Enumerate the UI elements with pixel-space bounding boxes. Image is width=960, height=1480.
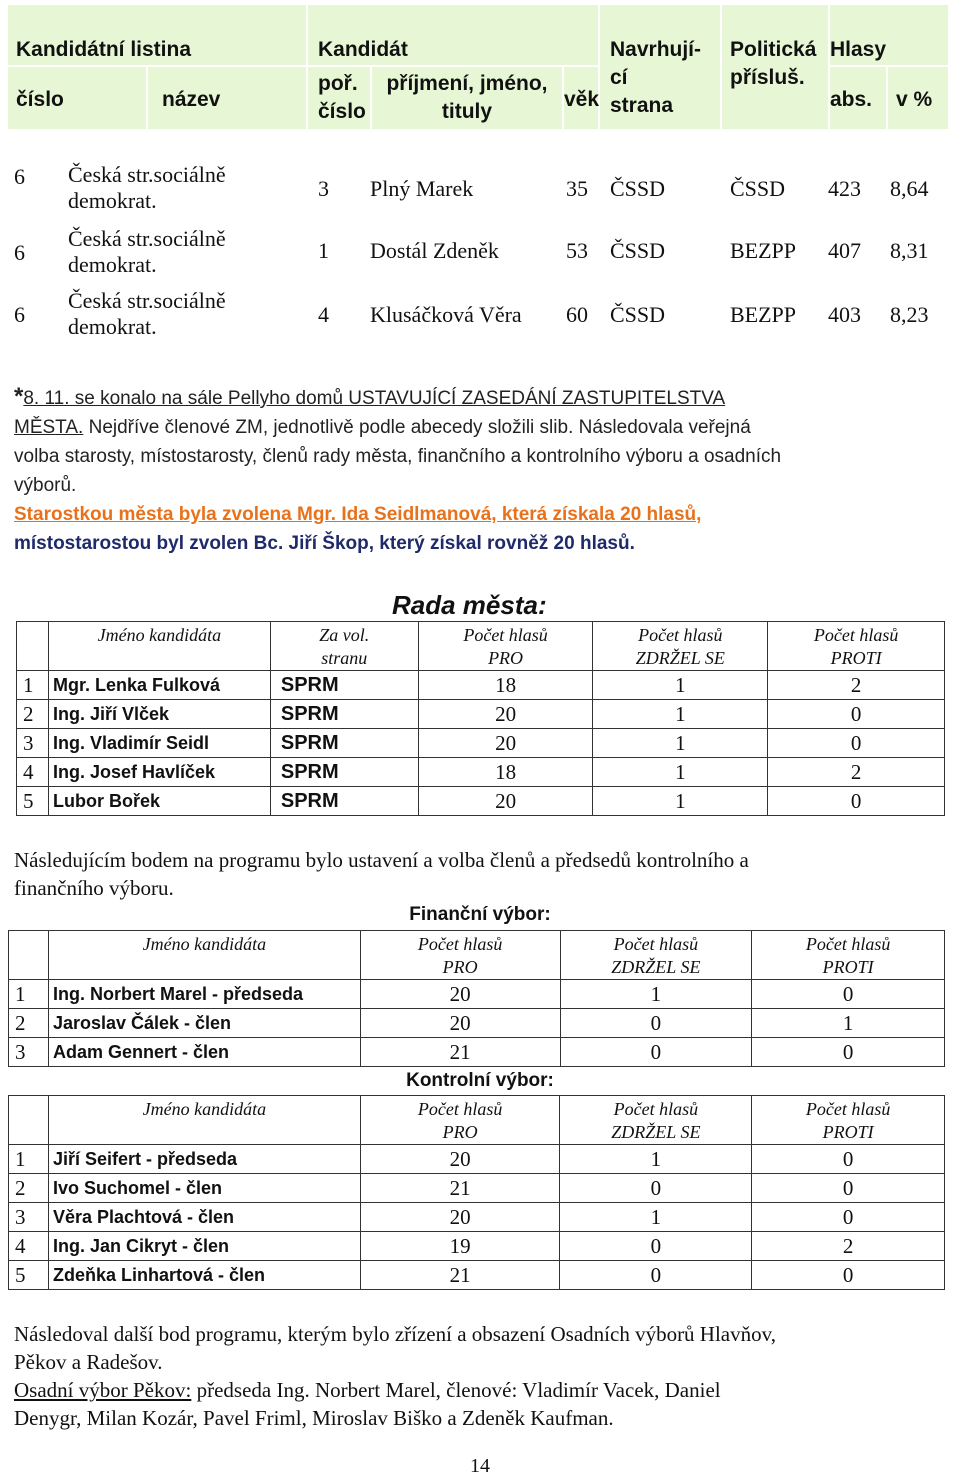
rada-header-index bbox=[17, 622, 49, 671]
row-abstain: 1 bbox=[560, 1203, 752, 1232]
header-nominating-1: Navrhují- bbox=[610, 38, 702, 61]
kontrolni-header-name-text: Jméno kandidáta bbox=[142, 1099, 267, 1119]
row-abstain: 1 bbox=[560, 1145, 752, 1174]
osadni-vybor-members: předseda Ing. Norbert Marel, členové: Vladimír Vacek, Daniel bbox=[191, 1378, 721, 1402]
row-party: SPRM bbox=[270, 758, 418, 787]
rada-header-party-2: stranu bbox=[321, 648, 368, 668]
row-pro: 21 bbox=[360, 1174, 560, 1203]
row-political: BEZPP bbox=[730, 302, 797, 327]
row-index: 2 bbox=[17, 700, 49, 729]
row-nominating: ČSSD bbox=[610, 176, 666, 201]
row-age: 60 bbox=[566, 302, 588, 327]
kontrolni-header-abstain bbox=[560, 1096, 752, 1145]
row-name: Adam Gennert - člen bbox=[48, 1038, 360, 1067]
rada-header-abst-1: Počet hlasů bbox=[638, 625, 723, 645]
row-index: 5 bbox=[9, 1261, 49, 1290]
header-votes: Hlasy bbox=[830, 38, 887, 61]
rada-header-name bbox=[48, 622, 270, 671]
rada-header-con-1: Počet hlasů bbox=[813, 625, 899, 645]
header-name-2: tituly bbox=[441, 100, 493, 123]
table-row bbox=[17, 729, 945, 758]
kontrolni-header-con-2: PROTI bbox=[822, 1122, 874, 1142]
row-pro: 20 bbox=[418, 729, 593, 758]
row-order: 3 bbox=[318, 176, 329, 201]
row-pro: 18 bbox=[418, 671, 593, 700]
row-pct: 8,64 bbox=[890, 176, 929, 201]
header-order-2: číslo bbox=[318, 100, 366, 123]
row-age: 53 bbox=[566, 238, 588, 263]
rada-table bbox=[16, 621, 945, 816]
table-row bbox=[9, 1038, 945, 1067]
table-row bbox=[9, 1232, 945, 1261]
financni-header-abst-2: ZDRŽEL SE bbox=[611, 957, 701, 977]
kontrolni-header-pro-1: Počet hlasů bbox=[417, 1099, 503, 1119]
intro-heading: 8. 11. se konalo na sále Pellyho domů USTAVUJÍCÍ ZASEDÁNÍ ZASTUPITELSTVA bbox=[23, 388, 726, 409]
row-name: Jiří Seifert - předseda bbox=[48, 1145, 360, 1174]
row-num: 6 bbox=[14, 240, 25, 265]
kontrolni-header-row bbox=[9, 1096, 945, 1145]
row-nominating: ČSSD bbox=[610, 238, 666, 263]
row-abstain: 0 bbox=[560, 1038, 752, 1067]
row-political: BEZPP bbox=[730, 238, 797, 263]
row-name: Ivo Suchomel - člen bbox=[48, 1174, 360, 1203]
row-against: 2 bbox=[768, 671, 945, 700]
header-age: věk bbox=[564, 88, 600, 111]
row-party-2: demokrat. bbox=[68, 188, 157, 213]
rada-header-pro-1: Počet hlasů bbox=[463, 625, 548, 645]
kontrolni-header-con-1: Počet hlasů bbox=[805, 1099, 891, 1119]
row-pro: 20 bbox=[360, 1009, 560, 1038]
header-political-1: Politická bbox=[730, 38, 817, 61]
rada-header-party bbox=[270, 622, 418, 671]
kontrolni-header-against bbox=[752, 1096, 945, 1145]
row-against: 0 bbox=[768, 700, 945, 729]
row-party: SPRM bbox=[270, 787, 418, 816]
row-num: 6 bbox=[14, 302, 25, 327]
rada-header-row bbox=[17, 622, 945, 671]
row-pro: 21 bbox=[360, 1038, 560, 1067]
row-party-2: demokrat. bbox=[68, 252, 157, 277]
row-pro: 20 bbox=[360, 1203, 560, 1232]
row-abstain: 0 bbox=[560, 1261, 752, 1290]
row-name: Zdeňka Linhartová - člen bbox=[48, 1261, 360, 1290]
row-name: Lubor Bořek bbox=[48, 787, 270, 816]
row-party: SPRM bbox=[270, 700, 418, 729]
row-party-2: demokrat. bbox=[68, 314, 157, 339]
row-against: 0 bbox=[752, 980, 945, 1009]
row-pro: 20 bbox=[360, 1145, 560, 1174]
row-abs: 403 bbox=[828, 302, 861, 327]
committee-intro-line-2: finančního výboru. bbox=[14, 876, 174, 900]
financni-header-abst-1: Počet hlasů bbox=[613, 934, 699, 954]
rada-header-abstain bbox=[593, 622, 768, 671]
financni-header-pro bbox=[360, 931, 560, 980]
row-against: 2 bbox=[752, 1232, 945, 1261]
settlement-line-4: Denygr, Milan Kozár, Pavel Friml, Miroslav Biško a Zdeněk Kaufman. bbox=[14, 1406, 614, 1430]
row-pro: 20 bbox=[360, 980, 560, 1009]
rada-header-pro-2: PRO bbox=[488, 648, 524, 668]
row-against: 0 bbox=[768, 787, 945, 816]
header-list-num: číslo bbox=[16, 88, 64, 111]
financni-header-pro-2: PRO bbox=[442, 957, 478, 977]
row-index: 3 bbox=[17, 729, 49, 758]
table-row bbox=[9, 1261, 945, 1290]
kontrolni-header-index bbox=[9, 1096, 49, 1145]
row-abstain: 0 bbox=[560, 1232, 752, 1261]
row-abstain: 1 bbox=[593, 729, 768, 758]
settlement-line-1: Následoval další bod programu, kterým bylo zřízení a obsazení Osadních výborů Hlavňov, bbox=[14, 1322, 777, 1346]
row-index: 2 bbox=[9, 1009, 49, 1038]
intro-line-1 bbox=[14, 382, 948, 413]
financni-header-against bbox=[752, 931, 945, 980]
table-row bbox=[9, 1145, 945, 1174]
row-name: Ing. Jiří Vlček bbox=[48, 700, 270, 729]
row-pro: 19 bbox=[360, 1232, 560, 1261]
row-pro: 18 bbox=[418, 758, 593, 787]
kontrolni-table bbox=[8, 1095, 945, 1290]
header-political-2: přísluš. bbox=[730, 66, 805, 89]
table-row bbox=[17, 700, 945, 729]
header-abs: abs. bbox=[830, 88, 873, 111]
row-against: 0 bbox=[752, 1174, 945, 1203]
row-abstain: 1 bbox=[593, 758, 768, 787]
row-nominating: ČSSD bbox=[610, 302, 666, 327]
row-political: ČSSD bbox=[730, 176, 786, 201]
row-num: 6 bbox=[14, 164, 25, 189]
intro-line-4: výborů. bbox=[14, 475, 77, 496]
row-index: 1 bbox=[9, 980, 49, 1009]
row-abstain: 0 bbox=[560, 1174, 752, 1203]
row-name: Klusáčková Věra bbox=[370, 302, 522, 327]
star-marker: * bbox=[14, 383, 24, 410]
settlement-line-2: Pěkov a Radešov. bbox=[14, 1350, 163, 1374]
rada-header-con-2: PROTI bbox=[830, 648, 882, 668]
vice-mayor-election-line: místostarostou byl zvolen Bc. Jiří Škop, který získal rovněž 20 hlasů. bbox=[14, 533, 635, 554]
rada-header-party-1: Za vol. bbox=[319, 625, 370, 645]
row-age: 35 bbox=[566, 176, 588, 201]
intro-line-3: volba starosty, místostarosty, členů rady města, finančního a kontrolního výboru a osadních bbox=[14, 446, 782, 467]
financni-header-index bbox=[9, 931, 49, 980]
financni-header-name-text: Jméno kandidáta bbox=[142, 934, 267, 954]
row-pct: 8,23 bbox=[890, 302, 929, 327]
rada-header-pro bbox=[418, 622, 593, 671]
row-abstain: 1 bbox=[593, 671, 768, 700]
row-index: 4 bbox=[17, 758, 49, 787]
rada-header-name-text: Jméno kandidáta bbox=[97, 625, 222, 645]
row-pro: 21 bbox=[360, 1261, 560, 1290]
row-name: Dostál Zdeněk bbox=[370, 238, 499, 263]
mayor-election-line: Starostkou města byla zvolena Mgr. Ida Seidlmanová, která získala 20 hlasů, bbox=[14, 504, 702, 525]
committee-intro-line-1: Následujícím bodem na programu bylo ustavení a volba členů a předsedů kontrolního a bbox=[14, 848, 749, 872]
row-against: 2 bbox=[768, 758, 945, 787]
rada-caption: Rada města: bbox=[392, 590, 547, 620]
table-row bbox=[9, 1203, 945, 1232]
row-index: 5 bbox=[17, 787, 49, 816]
table-row bbox=[17, 671, 945, 700]
financni-header-abstain bbox=[560, 931, 752, 980]
row-abstain: 1 bbox=[560, 980, 752, 1009]
header-order-1: poř. bbox=[318, 72, 358, 95]
header-list: Kandidátní listina bbox=[16, 38, 192, 61]
row-abstain: 0 bbox=[560, 1009, 752, 1038]
row-name: Ing. Jan Cikryt - člen bbox=[48, 1232, 360, 1261]
kontrolni-header-abst-1: Počet hlasů bbox=[613, 1099, 699, 1119]
osadni-vybor-label: Osadní výbor Pěkov: bbox=[14, 1378, 192, 1402]
row-against: 0 bbox=[768, 729, 945, 758]
header-candidate: Kandidát bbox=[318, 38, 408, 61]
row-index: 1 bbox=[17, 671, 49, 700]
row-against: 0 bbox=[752, 1261, 945, 1290]
financni-header-pro-1: Počet hlasů bbox=[417, 934, 503, 954]
row-abstain: 1 bbox=[593, 787, 768, 816]
row-name: Jaroslav Čálek - člen bbox=[48, 1009, 360, 1038]
row-name: Věra Plachtová - člen bbox=[48, 1203, 360, 1232]
header-name-1: příjmení, jméno, bbox=[386, 72, 548, 95]
financni-header-name bbox=[48, 931, 360, 980]
row-pro: 20 bbox=[418, 700, 593, 729]
kontrolni-caption: Kontrolní výbor: bbox=[406, 1070, 554, 1091]
rada-header-abst-2: ZDRŽEL SE bbox=[635, 648, 725, 668]
row-against: 0 bbox=[752, 1145, 945, 1174]
financni-table bbox=[8, 930, 945, 1067]
row-party-1: Česká str.sociálně bbox=[68, 226, 226, 251]
settlement-line-3 bbox=[14, 1376, 946, 1405]
row-against: 1 bbox=[752, 1009, 945, 1038]
header-nominating-3: strana bbox=[610, 94, 674, 117]
header-nominating-2: cí bbox=[610, 66, 628, 89]
row-index: 1 bbox=[9, 1145, 49, 1174]
row-party: SPRM bbox=[270, 729, 418, 758]
table-row bbox=[9, 1174, 945, 1203]
intro-line-2 bbox=[14, 413, 948, 442]
row-party: SPRM bbox=[270, 671, 418, 700]
row-abs: 423 bbox=[828, 176, 861, 201]
row-order: 4 bbox=[318, 302, 329, 327]
row-name: Ing. Josef Havlíček bbox=[48, 758, 270, 787]
financni-header-con-2: PROTI bbox=[822, 957, 874, 977]
financni-header-row bbox=[9, 931, 945, 980]
table-row bbox=[17, 758, 945, 787]
row-against: 0 bbox=[752, 1203, 945, 1232]
row-abstain: 1 bbox=[593, 700, 768, 729]
row-party-1: Česká str.sociálně bbox=[68, 162, 226, 187]
kontrolni-header-abst-2: ZDRŽEL SE bbox=[611, 1122, 701, 1142]
page-number: 14 bbox=[470, 1455, 490, 1477]
row-against: 0 bbox=[752, 1038, 945, 1067]
header-pct: v % bbox=[896, 88, 933, 111]
row-party-1: Česká str.sociálně bbox=[68, 288, 226, 313]
row-pct: 8,31 bbox=[890, 238, 929, 263]
row-pro: 20 bbox=[418, 787, 593, 816]
table-row bbox=[9, 980, 945, 1009]
financni-header-con-1: Počet hlasů bbox=[805, 934, 891, 954]
row-abs: 407 bbox=[828, 238, 861, 263]
row-name: Ing. Vladimír Seidl bbox=[48, 729, 270, 758]
row-name: Mgr. Lenka Fulková bbox=[48, 671, 270, 700]
kontrolni-header-pro bbox=[360, 1096, 560, 1145]
financni-caption: Finanční výbor: bbox=[409, 904, 551, 925]
rada-header-against bbox=[768, 622, 945, 671]
intro-text: Nejdříve členové ZM, jednotlivě podle abecedy složili slib. Následovala veřejná bbox=[83, 417, 751, 438]
intro-heading-end: MĚSTA. bbox=[14, 417, 84, 438]
row-order: 1 bbox=[318, 238, 329, 263]
table-row bbox=[9, 1009, 945, 1038]
kontrolni-header-name bbox=[48, 1096, 360, 1145]
row-name: Plný Marek bbox=[370, 176, 474, 201]
row-name: Ing. Norbert Marel - předseda bbox=[48, 980, 360, 1009]
row-index: 4 bbox=[9, 1232, 49, 1261]
kontrolni-header-pro-2: PRO bbox=[442, 1122, 478, 1142]
row-index: 3 bbox=[9, 1203, 49, 1232]
row-index: 2 bbox=[9, 1174, 49, 1203]
row-index: 3 bbox=[9, 1038, 49, 1067]
header-list-name: název bbox=[162, 88, 221, 111]
table-row bbox=[17, 787, 945, 816]
